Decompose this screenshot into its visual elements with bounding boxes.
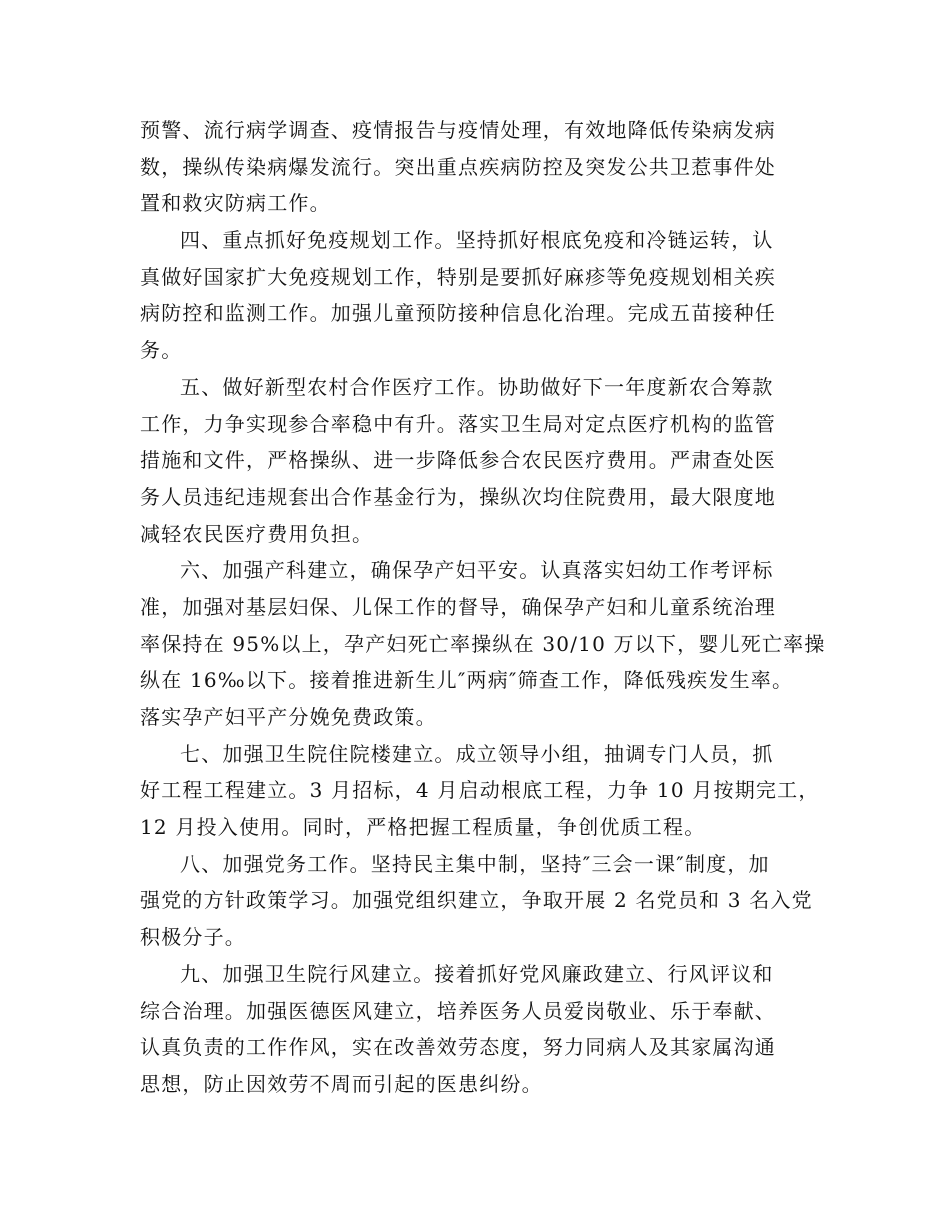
text-line: 综合治理。加强医德医风建立，培养医务人员爱岗敬业、乐于奉献、: [140, 998, 776, 1023]
text-line: 措施和文件，严格操纵、进一步降低参合农民医疗费用。严肃查处医: [140, 448, 776, 473]
text-line: 务人员违纪违规套出合作基金行为，操纵次均住院费用，最大限度地: [140, 484, 776, 509]
text-line: 六、加强产科建立，确保孕产妇平安。认真落实妇幼工作考评标: [180, 558, 774, 583]
text-line: 置和救灾防病工作。: [140, 191, 331, 216]
text-line: 率保持在 95%以上，孕产妇死亡率操纵在 30/10 万以下，婴儿死亡率操: [140, 631, 826, 656]
paragraph: [140, 222, 830, 369]
text-line: 强党的方针政策学习。加强党组织建立，争取开展 2 名党员和 3 名入党: [140, 888, 813, 913]
text-line: 准，加强对基层妇保、儿保工作的督导，确保孕产妇和儿童系统治理: [140, 594, 776, 619]
paragraph: [140, 846, 830, 956]
text-line: 纵在 16‰以下。接着推进新生儿″两病″筛查工作，降低残疾发生率。: [140, 668, 794, 693]
text-line: 四、重点抓好免疫规划工作。坚持抓好根底免疫和冷链运转，认: [180, 228, 774, 253]
text-line: 工作，力争实现参合率稳中有升。落实卫生局对定点医疗机构的监管: [140, 411, 776, 436]
text-line: 12 月投入使用。同时，严格把握工程质量，争创优质工程。: [140, 815, 706, 840]
text-line: 真做好国家扩大免疫规划工作，特别是要抓好麻疹等免疫规划相关疾: [140, 264, 776, 289]
paragraph: [140, 369, 830, 552]
text-line: 八、加强党务工作。坚持民主集中制，坚持″三会一课″制度，加: [180, 851, 770, 876]
text-line: 好工程工程建立。3 月招标，4 月启动根底工程，力争 10 月按期完工，: [140, 778, 820, 803]
text-line: 落实孕产妇平产分娩免费政策。: [140, 705, 437, 729]
text-line: 减轻农民医疗费用负担。: [140, 521, 374, 546]
paragraph: [140, 956, 830, 1103]
paragraph: [140, 552, 830, 735]
text-line: 数，操纵传染病爆发流行。突出重点疾病防控及突发公共卫惹事件处: [140, 154, 776, 179]
text-line: 七、加强卫生院住院楼建立。成立领导小组，抽调专门人员，抓: [180, 741, 774, 766]
text-line: 思想，防止因效劳不周而引起的医患纠纷。: [140, 1071, 543, 1096]
document-body: [140, 112, 830, 1103]
text-line: 积极分子。: [140, 925, 246, 950]
text-line: 五、做好新型农村合作医疗工作。协助做好下一年度新农合筹款: [180, 374, 774, 399]
text-line: 病防控和监测工作。加强儿童预防接种信息化治理。完成五苗接种任: [140, 301, 776, 326]
paragraph: [140, 112, 830, 222]
text-line: 认真负责的工作作风，实在改善效劳态度，努力同病人及其家属沟通: [140, 1035, 776, 1060]
text-line: 务。: [140, 338, 183, 363]
text-line: 预警、流行病学调查、疫情报告与疫情处理，有效地降低传染病发病: [140, 118, 776, 142]
text-line: 九、加强卫生院行风建立。接着抓好党风廉政建立、行风评议和: [180, 961, 774, 986]
paragraph: [140, 736, 830, 846]
